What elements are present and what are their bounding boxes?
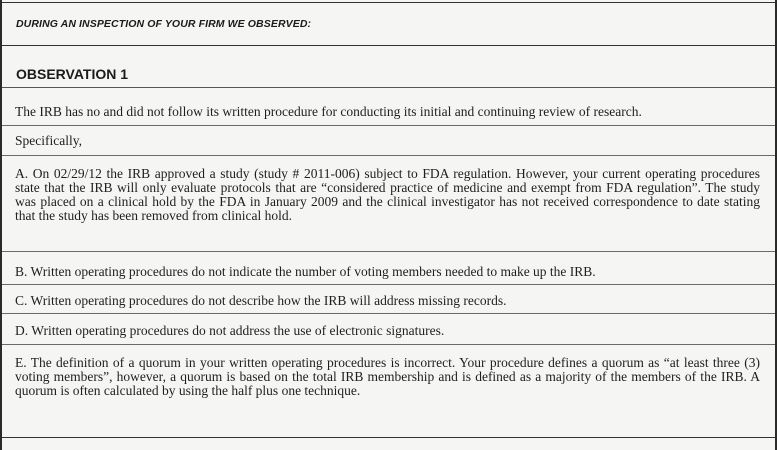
- header-divider: [2, 45, 775, 46]
- observation-item-b: B. Written operating procedures do not indicate the number of voting members needed to make up the IRB.: [15, 264, 596, 279]
- row-divider: [2, 344, 775, 345]
- top-border-rule: [2, 2, 775, 3]
- observation-item-e: E. The definition of a quorum in your written operating procedures is incorrect. Your procedure defines a quorum as “at least three (3) voting members”, however, a quorum is based on the total IRB membership and is defined as a majority of the members of the IRB. A quorum is often calculated by using the half plus one technique.: [15, 355, 760, 398]
- observation-item-d: D. Written operating procedures do not address the use of electronic signatures.: [15, 323, 445, 338]
- row-divider: [2, 284, 775, 285]
- row-divider: [2, 251, 775, 252]
- observation-title: OBSERVATION 1: [16, 66, 129, 82]
- row-divider: [2, 313, 775, 314]
- observation-item-a: A. On 02/29/12 the IRB approved a study (study # 2011-006) subject to FDA regulation. However, your current operating procedures state that the IRB will only evaluate protocols that are “considered practice of medicine and exempt from FDA regulation”. The study was placed on a clinical hold by the FDA in January 2009 and the clinical investigator has not received correspondence to date stating that the study has been removed from clinical hold.: [15, 166, 760, 223]
- specifically-label: Specifically,: [15, 133, 82, 148]
- row-divider: [2, 155, 775, 156]
- observation-item-c: C. Written operating procedures do not describe how the IRB will address missing records.: [15, 293, 507, 308]
- bottom-border-rule: [2, 437, 775, 438]
- intro-paragraph: The IRB has no and did not follow its written procedure for conducting its initial and continuing review of research.: [15, 104, 642, 119]
- inspection-header: DURING AN INSPECTION OF YOUR FIRM WE OBSERVED:: [16, 18, 312, 30]
- observation-divider: [2, 87, 775, 88]
- row-divider: [2, 125, 775, 126]
